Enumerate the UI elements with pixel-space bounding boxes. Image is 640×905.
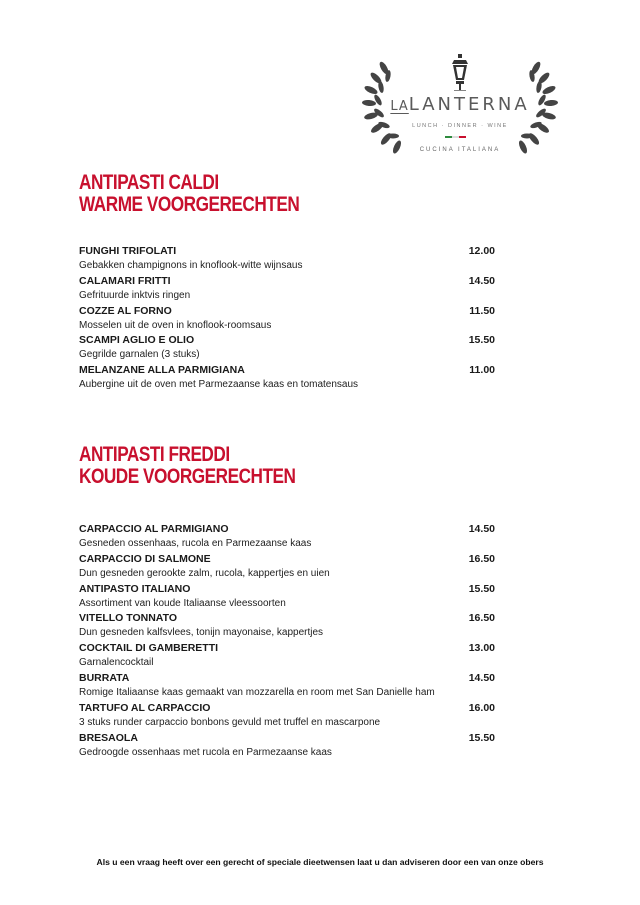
menu-item [79, 552, 499, 582]
section-antipasti-caldi [79, 171, 499, 391]
menu-item [79, 731, 499, 761]
item-price: 15.50 [468, 334, 495, 347]
item-description: Gesneden ossenhaas, rucola en Parmezaanse kaas [79, 538, 312, 549]
item-price: 14.50 [468, 523, 495, 535]
item-price: 11.50 [469, 304, 495, 317]
menu-item [79, 671, 499, 701]
menu-items-list [79, 244, 499, 393]
item-description: Gegrilde garnalen (3 stuks) [79, 349, 200, 361]
item-name: FUNGHI TRIFOLATI [79, 245, 177, 257]
menu-item [79, 333, 499, 363]
logo-wordmark: LALANTERNA [390, 94, 530, 115]
item-price: 11.00 [469, 364, 495, 377]
item-name: VITELLO TONNATO [79, 612, 178, 625]
menu-item [79, 363, 499, 393]
menu-item [79, 641, 499, 671]
item-description: Romige Italiaanse kaas gemaakt van mozzarella en room met San Danielle ham [79, 686, 435, 698]
item-price: 14.50 [468, 671, 495, 684]
item-price: 16.50 [468, 552, 495, 565]
menu-item [79, 274, 499, 304]
item-price: 16.50 [468, 612, 495, 625]
item-price: 16.00 [468, 701, 495, 714]
item-name: ANTIPASTO ITALIANO [79, 582, 191, 595]
section-title: ANTIPASTI CALDI WARME VOORGERECHTEN [79, 171, 300, 216]
item-price: 12.00 [468, 245, 495, 257]
item-price: 14.50 [468, 274, 495, 287]
item-description: Mosselen uit de oven in knoflook-roomsaus [79, 319, 272, 331]
item-description: Garnalencocktail [79, 657, 154, 669]
menu-item [79, 582, 499, 612]
item-description: Dun gesneden kalfsvlees, tonijn mayonaise, kappertjes [79, 627, 324, 639]
restaurant-logo [362, 48, 558, 160]
item-name: CARPACCIO AL PARMIGIANO [79, 523, 229, 535]
item-name: BRESAOLA [79, 731, 138, 744]
logo-subtitle: CUCINA ITALIANA [419, 147, 501, 153]
item-name: COCKTAIL DI GAMBERETTI [79, 642, 219, 655]
item-name: CALAMARI FRITTI [79, 274, 171, 287]
item-name: BURRATA [79, 671, 130, 684]
item-name: COZZE AL FORNO [79, 304, 172, 317]
item-description: Dun gesneden gerookte zalm, rucola, kappertjes en uien [79, 567, 330, 579]
item-name: MELANZANE ALLA PARMIGIANA [79, 364, 245, 377]
item-price: 15.50 [468, 731, 495, 744]
item-description: Assortiment van koude Italiaanse vleessoorten [79, 597, 286, 609]
item-description: Gebakken champignons in knoflook-witte wijnsaus [79, 260, 303, 271]
flag-stripe-red [459, 136, 466, 138]
item-price: 15.50 [468, 582, 495, 595]
item-price: 13.00 [468, 642, 495, 655]
item-name: SCAMPI AGLIO E OLIO [79, 334, 195, 347]
item-description: Aubergine uit de oven met Parmezaanse kaas en tomatensaus [79, 379, 359, 391]
item-description: Gedroogde ossenhaas met rucola en Parmezaanse kaas [79, 746, 332, 758]
logo-tagline: LUNCH · DINNER · WINE [412, 123, 508, 129]
footer-note: Als u een vraag heeft over een gerecht of speciale dieetwensen laat u dan adviseren door een van onze obers [96, 857, 544, 867]
flag-stripe-green [445, 136, 452, 138]
item-description: 3 stuks runder carpaccio bonbons gevuld met truffel en mascarpone [79, 716, 381, 728]
menu-item [79, 611, 499, 641]
section-title: ANTIPASTI FREDDI KOUDE VOORGERECHTEN [79, 443, 296, 488]
item-description: Gefrituurde inktvis ringen [79, 289, 191, 301]
item-name: CARPACCIO DI SALMONE [79, 552, 211, 565]
section-antipasti-freddi [79, 443, 499, 758]
menu-item [79, 304, 499, 334]
menu-item [79, 701, 499, 731]
menu-items-list [79, 522, 499, 760]
menu-item [79, 244, 499, 274]
menu-item [79, 522, 499, 552]
item-name: TARTUFO AL CARPACCIO [79, 701, 211, 714]
flag-stripe-white [452, 136, 459, 138]
